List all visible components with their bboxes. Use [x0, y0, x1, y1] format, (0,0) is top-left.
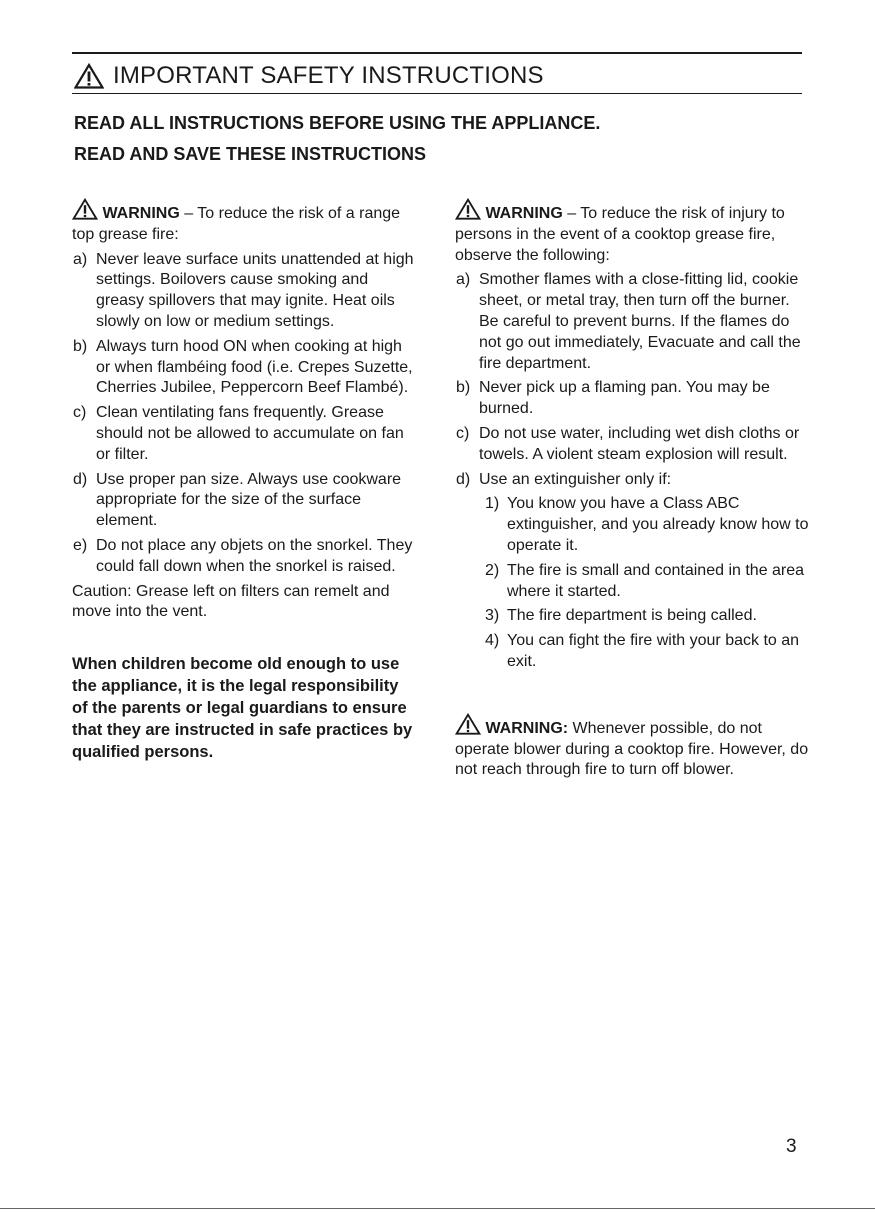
header-top-rule	[72, 52, 802, 54]
list-item: d) Use proper pan size. Always use cookware appropriate for the size of the surface element.	[73, 470, 402, 530]
warning-triangle-icon	[74, 63, 104, 89]
sub-list-item: 3) The fire department is being called.	[485, 607, 757, 625]
sub-list-item: 1) You know you have a Class ABC extinguisher, and you already know how to operate it.	[485, 495, 809, 554]
warning-text: Whenever possible, do not operate blower during a cooktop fire. However, do not reach through fire to turn off blower.	[455, 719, 809, 779]
right-column	[455, 198, 810, 781]
list-item: c) Clean ventilating fans frequently. Grease should not be allowed to accumulate on fan or filter.	[73, 404, 404, 463]
footer-rule	[0, 1208, 875, 1209]
list-item: c) Do not use water, including wet dish cloths or towels. A violent steam explosion will result.	[456, 424, 800, 463]
warning-label: WARNING	[102, 205, 180, 222]
warning-text: – To reduce the risk of a range top grease fire:	[72, 205, 401, 243]
warning-triangle-icon	[455, 198, 481, 220]
blower-warning	[455, 713, 810, 781]
page-title: IMPORTANT SAFETY INSTRUCTIONS	[113, 62, 544, 89]
list-item: b) Always turn hood ON when cooking at high or when flambéing food (i.e. Crepes Suzette, Cherries Jubilee, Peppercorn Beef Flambé).	[73, 337, 413, 397]
left-warning-intro	[72, 198, 417, 246]
list-item: d) Use an extinguisher only if:	[456, 470, 672, 488]
children-safety-note: When children become old enough to use the appliance, it is the legal responsibility of the parents or legal guardians to ensure that they are instructed in safe practices by qualified persons.	[72, 655, 413, 762]
list-item: a) Smother flames with a close-fitting lid, cookie sheet, or metal tray, then turn off the burner. Be careful to prevent burns. If the flames do not go out immediately, Evacuate and call the fire department.	[456, 271, 801, 372]
list-item: a) Never leave surface units unattended at high settings. Boilovers cause smoking and greasy spillovers that may ignite. Heat oils slowly on low or medium settings.	[73, 250, 414, 330]
lead-read-save: READ AND SAVE THESE INSTRUCTIONS	[74, 144, 427, 164]
warning-triangle-icon	[72, 198, 98, 220]
warning-text: – To reduce the risk of injury to persons in the event of a cooktop grease fire, observe the following:	[455, 205, 785, 264]
warning-triangle-icon	[455, 713, 481, 735]
right-warning-intro	[455, 198, 810, 266]
warning-label: WARNING	[485, 205, 563, 222]
header-bottom-rule	[72, 93, 802, 94]
sub-list-item: 4) You can fight the fire with your back to an exit.	[485, 632, 800, 670]
page-title-row	[74, 60, 544, 92]
list-item: e) Do not place any objets on the snorkel. They could fall down when the snorkel is raised.	[73, 536, 413, 575]
warning-label: WARNING:	[485, 719, 569, 737]
page-number: 3	[786, 1136, 797, 1157]
lead-read-all: READ ALL INSTRUCTIONS BEFORE USING THE APPLIANCE.	[74, 113, 601, 133]
sub-list-item: 2) The fire is small and contained in the area where it started.	[485, 561, 805, 600]
left-column	[72, 198, 417, 763]
caution-note: Caution: Grease left on filters can remelt and move into the vent.	[72, 582, 390, 621]
list-item: b) Never pick up a flaming pan. You may be burned.	[456, 379, 770, 418]
